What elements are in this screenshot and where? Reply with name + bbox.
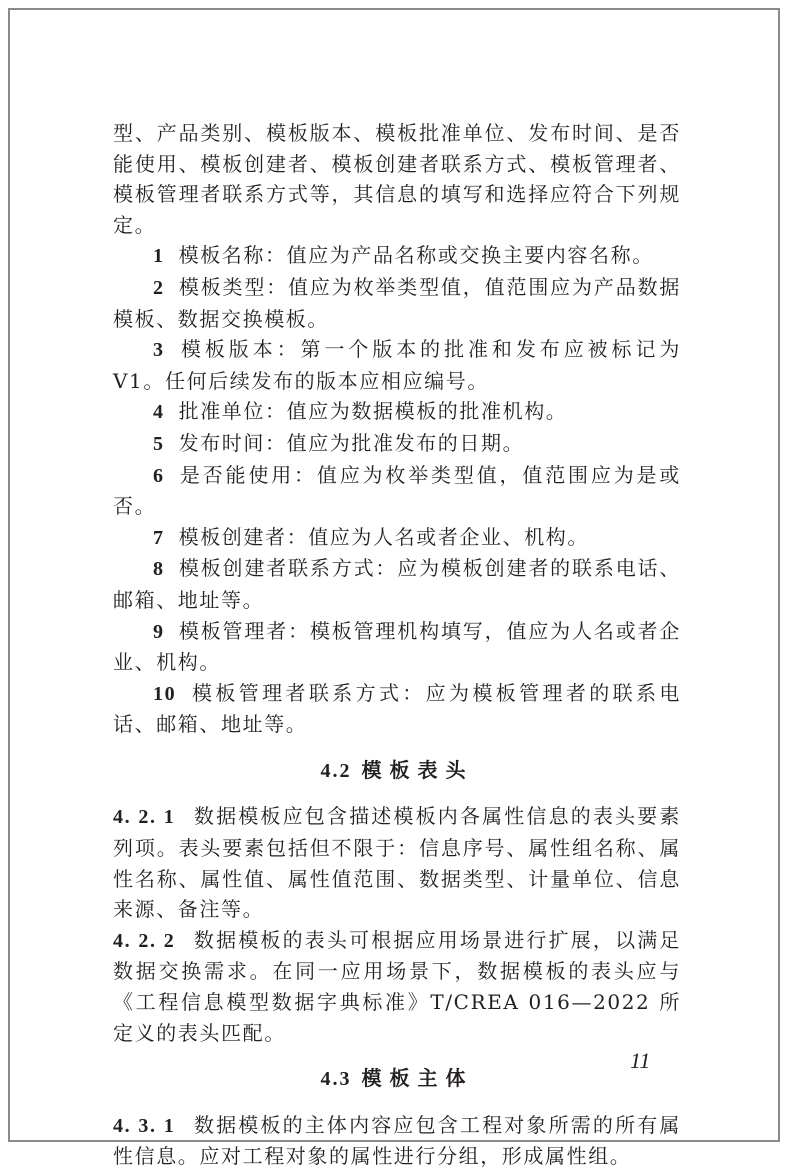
- clause-text: 数据模板应包含描述模板内各属性信息的表头要素列项。表头要素包括但不限于：信息序号、属性组名称、属性名称、属性值、属性值范围、数据类型、计量单位、信息来源、备注等。: [113, 804, 682, 922]
- item-text: 模板创建者：值应为人名或者企业、机构。: [178, 524, 590, 549]
- list-item: [113, 553, 681, 615]
- item-text: 批准单位：值应为数据模板的批准机构。: [178, 399, 568, 424]
- document-body: [113, 118, 681, 1172]
- list-item: [113, 616, 681, 678]
- item-number: 3: [153, 339, 165, 362]
- section-heading-4-2: [113, 755, 681, 787]
- item-number: 1: [153, 245, 165, 268]
- item-number: 5: [153, 432, 165, 455]
- item-number: 8: [153, 558, 165, 581]
- section-title: 模板主体: [361, 1066, 474, 1091]
- item-text: 发布时间：值应为批准发布的日期。: [178, 430, 525, 455]
- list-item: [113, 272, 681, 334]
- list-item: [113, 460, 681, 522]
- clause-number: 4. 2. 2: [113, 929, 176, 952]
- item-number: 6: [153, 464, 165, 487]
- item-text: 模板管理者：模板管理机构填写，值应为人名或者企业、机构。: [113, 618, 681, 675]
- section-number: 4.2: [320, 759, 352, 782]
- item-text: 是否能使用：值应为枚举类型值，值范围应为是或否。: [113, 462, 681, 519]
- list-item: [113, 522, 681, 554]
- clause-text: 数据模板的主体内容应包含工程对象所需的所有属性信息。应对工程对象的属性进行分组，形成属性组。: [113, 1112, 682, 1169]
- item-number: 2: [153, 276, 165, 299]
- list-item: [113, 678, 681, 740]
- clause: [113, 1110, 681, 1172]
- item-text: 模板管理者联系方式：应为模板管理者的联系电话、邮箱、地址等。: [113, 680, 681, 737]
- list-item: [113, 396, 681, 428]
- clause-text: 数据模板的表头可根据应用场景进行扩展，以满足数据交换需求。在同一应用场景下，数据模板的表头应与《工程信息模型数据字典标准》T/CREA 016—2022 所定义的表头匹配。: [113, 927, 682, 1045]
- item-number: 10: [153, 682, 177, 705]
- section-heading-4-3: [113, 1063, 681, 1095]
- list-item: [113, 240, 681, 272]
- list-item: [113, 428, 681, 460]
- clause-number: 4. 2. 1: [113, 806, 176, 829]
- section-title: 模板表头: [361, 757, 474, 782]
- section-number: 4.3: [320, 1068, 352, 1091]
- page-number: 11: [630, 1048, 651, 1073]
- item-number: 4: [153, 401, 165, 424]
- clause: [113, 801, 681, 924]
- intro-paragraph: 型、产品类别、模板版本、模板批准单位、发布时间、是否能使用、模板创建者、模板创建者联系方式、模板管理者、模板管理者联系方式等，其信息的填写和选择应符合下列规定。: [113, 121, 681, 237]
- clause: [113, 925, 681, 1048]
- item-text: 模板创建者联系方式：应为模板创建者的联系电话、邮箱、地址等。: [113, 556, 681, 612]
- item-number: 7: [153, 526, 165, 549]
- item-text: 模板名称：值应为产品名称或交换主要内容名称。: [178, 243, 654, 268]
- item-number: 9: [153, 620, 165, 643]
- list-item: [113, 334, 681, 396]
- clause-number: 4. 3. 1: [113, 1114, 176, 1137]
- item-text: 模板类型：值应为枚举类型值，值范围应为产品数据模板、数据交换模板。: [113, 274, 681, 331]
- item-text: 模板版本：第一个版本的批准和发布应被标记为 V1。任何后续发布的版本应相应编号。: [113, 337, 681, 393]
